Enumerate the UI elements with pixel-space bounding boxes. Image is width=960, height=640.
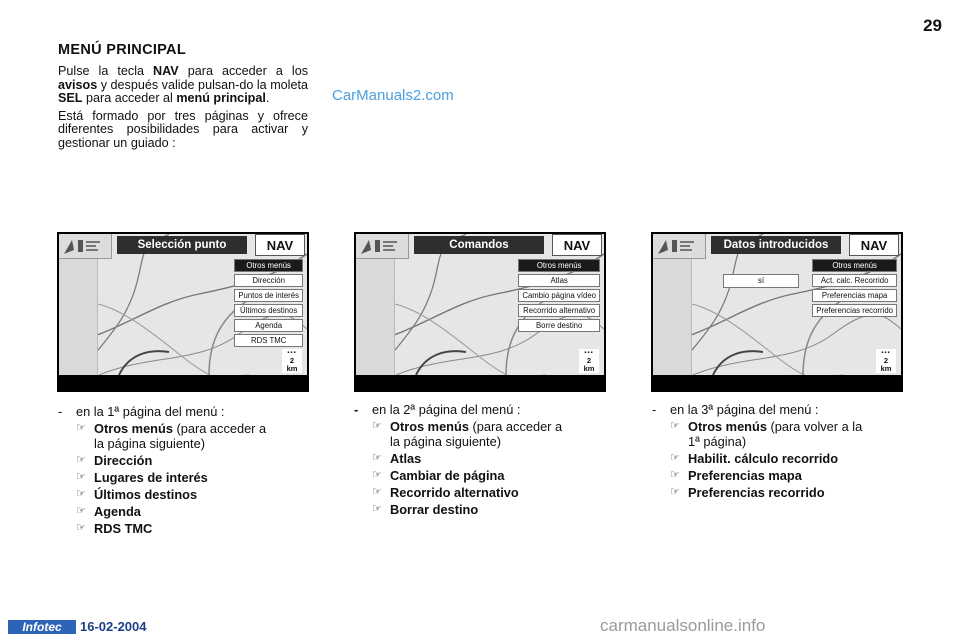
nav-key-label: NAV — [255, 234, 305, 256]
screen-menu-item: Borre destino — [518, 319, 600, 332]
list-item-bold: Otros menús — [688, 419, 767, 434]
list-item-bold: Agenda — [94, 504, 141, 519]
nav-screen-2 — [354, 232, 606, 392]
map-side-panel — [356, 258, 395, 375]
list-item-rest: (para volver a la — [766, 419, 863, 434]
map-side-panel — [653, 258, 692, 375]
list-item-bold: Lugares de interés — [94, 470, 208, 485]
list-item — [354, 502, 614, 517]
screen-menu — [812, 259, 897, 317]
list-dash: - — [354, 402, 359, 417]
screen-menu-item: Dirección — [234, 274, 303, 287]
map-view — [356, 234, 604, 375]
scale-value: 2 — [586, 356, 592, 365]
screen-menu-item: RDS TMC — [234, 334, 303, 347]
list-item-bold: Recorrido alternativo — [390, 485, 519, 500]
list-lead — [354, 402, 614, 417]
intro-run: NAV — [153, 64, 179, 78]
nav-key-label: NAV — [849, 234, 899, 256]
pointing-hand-icon: ☞ — [76, 522, 86, 534]
screen-menu-item: Cambio página vídeo — [518, 289, 600, 302]
screen-menu-item: Atlas — [518, 274, 600, 287]
screen-menu-item: Otros menús — [812, 259, 897, 272]
pointing-hand-icon: ☞ — [372, 486, 382, 498]
scale-value: 2 — [289, 356, 295, 365]
list-item — [652, 451, 912, 466]
pointing-hand-icon: ☞ — [372, 452, 382, 464]
list-item-continuation: 1ª página) — [688, 434, 747, 449]
map-scale: ▪▪▪ 2 km — [282, 349, 302, 373]
screen-menu-item: Otros menús — [518, 259, 600, 272]
pointing-hand-icon: ☞ — [372, 503, 382, 515]
list-item — [354, 485, 614, 500]
list-item — [58, 470, 318, 485]
pointing-hand-icon: ☞ — [76, 422, 86, 434]
pointing-hand-icon: ☞ — [76, 488, 86, 500]
pointing-hand-icon: ☞ — [670, 452, 680, 464]
toolbar-icons — [653, 234, 706, 259]
list-item-bold: Otros menús — [390, 419, 469, 434]
list-item-continuation: la página siguiente) — [94, 436, 205, 451]
list-item-bold: RDS TMC — [94, 521, 153, 536]
list-item-bold: Preferencias mapa — [688, 468, 802, 483]
intro-run: Pulse la tecla — [58, 64, 154, 78]
scale-unit: km — [583, 364, 595, 373]
pointing-hand-icon: ☞ — [372, 469, 382, 481]
intro-text — [58, 65, 308, 155]
map-view — [59, 234, 307, 375]
screen-menu-item: Agenda — [234, 319, 303, 332]
list-item — [58, 487, 318, 502]
list-item-continuation: la página siguiente) — [390, 434, 501, 449]
pointing-hand-icon: ☞ — [670, 420, 680, 432]
list-item — [652, 485, 912, 500]
section-title: MENÚ PRINCIPAL — [58, 42, 186, 58]
list-item-bold: Dirección — [94, 453, 153, 468]
list-item-rest: (para acceder a — [468, 419, 563, 434]
pointing-hand-icon: ☞ — [670, 486, 680, 498]
intro-paragraph-1 — [58, 65, 308, 106]
list-item — [58, 421, 318, 436]
compass-phone-icon — [656, 236, 702, 256]
list-item — [652, 419, 912, 434]
map-side-panel — [59, 258, 98, 375]
map-view — [653, 234, 901, 375]
menu-list-2 — [354, 402, 614, 517]
footer-site[interactable]: carmanualsonline.info — [600, 616, 766, 635]
pointing-hand-icon: ☞ — [372, 420, 382, 432]
list-item — [58, 453, 318, 468]
intro-run: SEL — [58, 91, 83, 106]
screen-menu-item: Recorrido alternativo — [518, 304, 600, 317]
compass-phone-icon — [359, 236, 405, 256]
nav-screen-3 — [651, 232, 903, 392]
map-scale: ▪▪▪ 2 km — [579, 349, 599, 373]
watermark-link[interactable]: CarManuals2.com — [332, 87, 454, 104]
list-item-bold: Otros menús — [94, 421, 173, 436]
list-lead — [58, 404, 318, 419]
list-item-rest: (para acceder a — [172, 421, 267, 436]
list-item — [58, 504, 318, 519]
list-item — [354, 419, 614, 434]
screen-menu-item: Puntos de interés — [234, 289, 303, 302]
list-lead-text: en la 1ª página del menú : — [76, 404, 225, 419]
intro-run: . — [265, 91, 270, 106]
intro-run: para acceder al — [82, 91, 177, 106]
nav-key-label: NAV — [552, 234, 602, 256]
list-item-bold: Preferencias recorrido — [688, 485, 825, 500]
scale-value: 2 — [883, 356, 889, 365]
toolbar-icons — [356, 234, 409, 259]
intro-run: y después valide pulsan-do la moleta — [97, 77, 308, 92]
list-item-text — [390, 419, 562, 434]
screen-menu-item: Preferencias mapa — [812, 289, 897, 302]
list-item — [354, 451, 614, 466]
list-item-bold: Atlas — [390, 451, 422, 466]
list-item-text — [94, 421, 266, 436]
intro-run: menú principal — [176, 91, 266, 106]
screen-menu-item: Últimos destinos — [234, 304, 303, 317]
list-lead-text: en la 2ª página del menú : — [372, 402, 521, 417]
screen-menu-item: Preferencias recorrido — [812, 304, 897, 317]
value-field: sí — [723, 274, 799, 288]
menu-list-3 — [652, 402, 912, 500]
screen-menu — [234, 259, 303, 347]
list-dash: - — [58, 404, 63, 419]
list-item-bold: Borrar destino — [390, 502, 479, 517]
pointing-hand-icon: ☞ — [76, 454, 86, 466]
screen-title: Comandos — [414, 236, 544, 254]
list-dash: - — [652, 402, 657, 417]
infotec-logo: Infotec — [8, 620, 76, 634]
compass-phone-icon — [62, 236, 108, 256]
pointing-hand-icon: ☞ — [670, 469, 680, 481]
screen-title: Datos introducidos — [711, 236, 841, 254]
intro-paragraph-2: Está formado por tres páginas y ofrece diferentes posibilidades para activar y gestionar un guiado : — [58, 108, 308, 150]
scale-unit: km — [880, 364, 892, 373]
screen-menu-item: Act. calc. Recorrido — [812, 274, 897, 287]
scale-unit: km — [286, 364, 298, 373]
screen-title: Selección punto — [117, 236, 247, 254]
list-item — [58, 521, 318, 536]
screen-menu — [518, 259, 600, 332]
list-item-bold: Habilit. cálculo recorrido — [688, 451, 839, 466]
pointing-hand-icon: ☞ — [76, 471, 86, 483]
list-item-text — [688, 419, 862, 434]
map-scale: ▪▪▪ 2 km — [876, 349, 896, 373]
list-item — [652, 468, 912, 483]
page-number: 29 — [923, 16, 942, 35]
screen-menu-item: Otros menús — [234, 259, 303, 272]
toolbar-icons — [59, 234, 112, 259]
list-lead — [652, 402, 912, 417]
intro-run: avisos — [58, 77, 98, 92]
list-lead-text: en la 3ª página del menú : — [670, 402, 819, 417]
nav-screen-1 — [57, 232, 309, 392]
list-item-bold: Últimos destinos — [94, 487, 198, 502]
pointing-hand-icon: ☞ — [76, 505, 86, 517]
footer-date: 16-02-2004 — [80, 619, 147, 634]
intro-run: para acceder a los — [178, 64, 308, 78]
menu-list-1 — [58, 404, 318, 536]
list-item — [354, 468, 614, 483]
list-item-bold: Cambiar de página — [390, 468, 505, 483]
